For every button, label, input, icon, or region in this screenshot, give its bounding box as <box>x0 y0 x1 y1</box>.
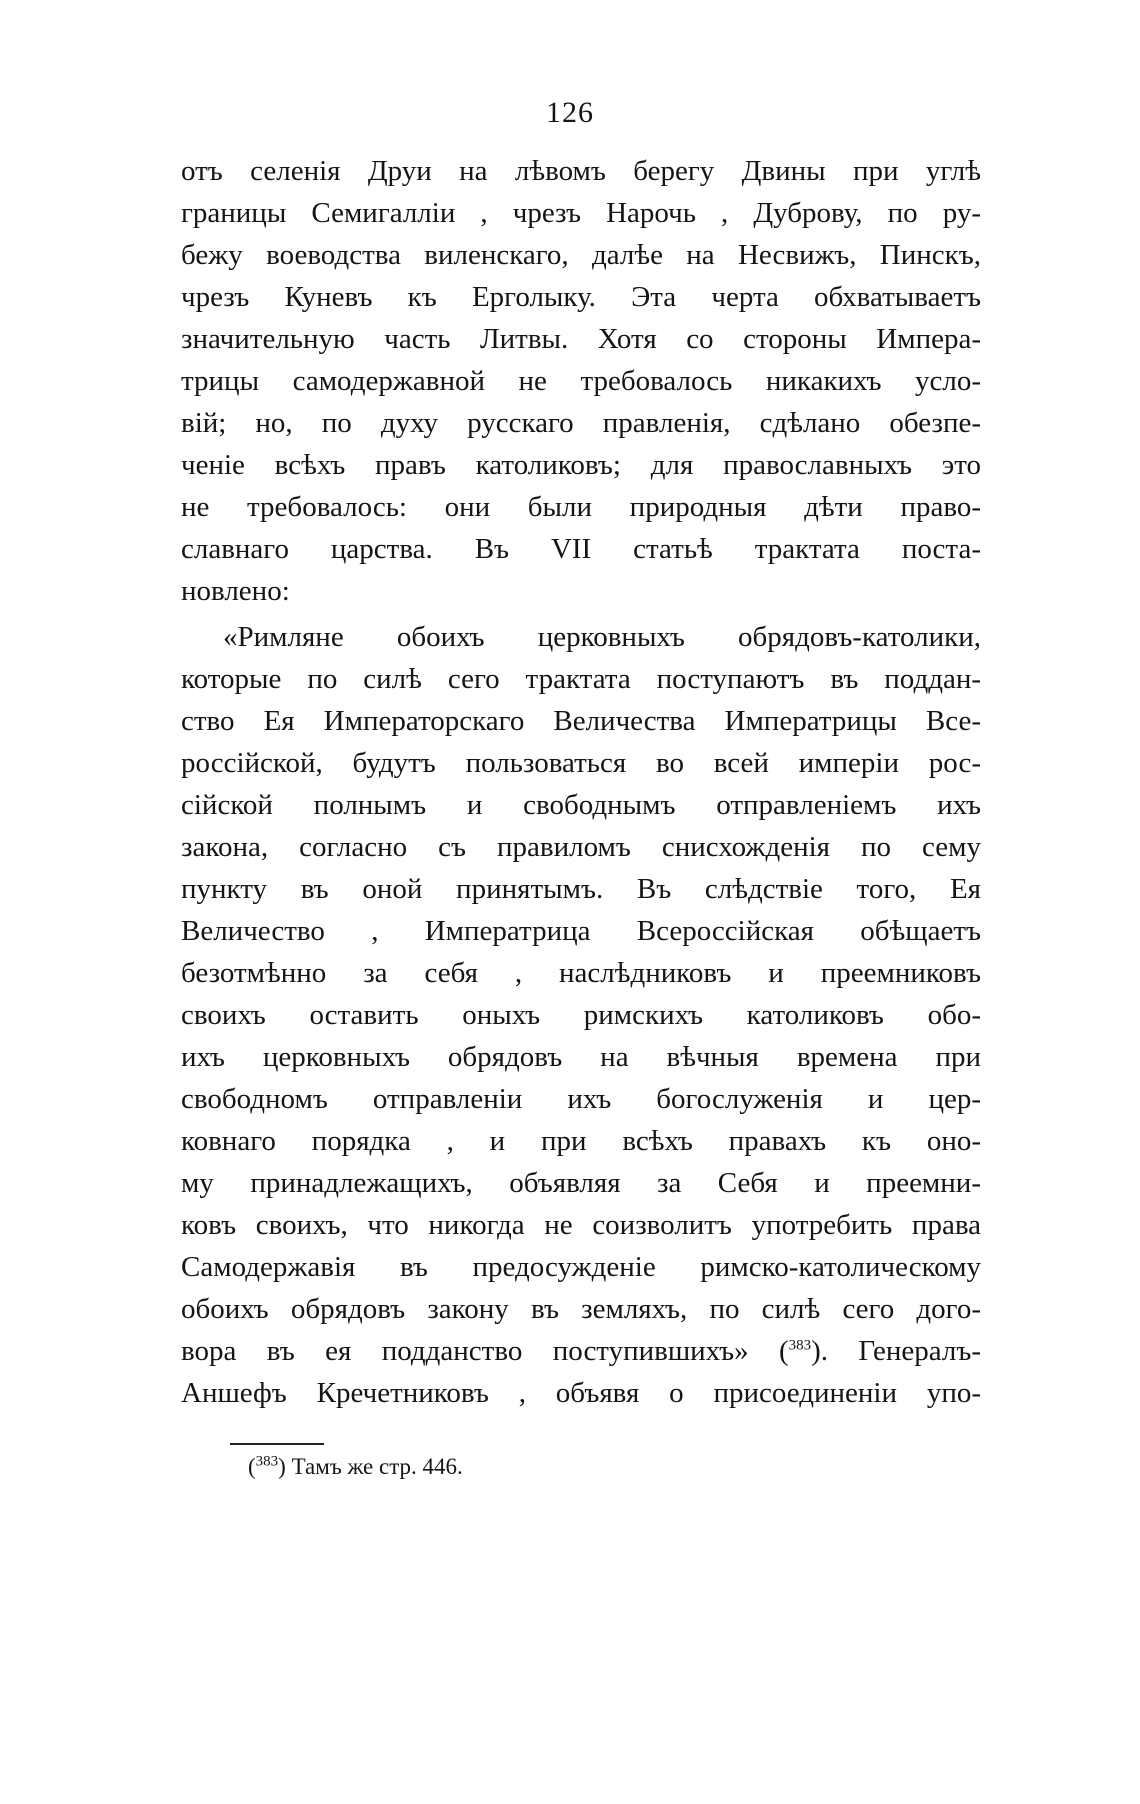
footnote <box>248 1452 463 1482</box>
text-line: вій; но, по духу русскаго правленія, сдѣлано обезпе- <box>181 407 981 439</box>
text-line: ство Ея Императорскаго Величества Императрицы Все- <box>181 705 981 737</box>
text-line: Самодержавія въ предосужденіе римско-католическому <box>181 1251 981 1283</box>
text-line: му принадлежащихъ, объявляя за Себя и преемни- <box>181 1167 981 1199</box>
page-number: 126 <box>546 96 594 129</box>
line-tail: ). Генералъ- <box>811 1335 982 1367</box>
text-line: не требовалось: они были природныя дѣти право- <box>181 491 981 523</box>
text-line: ковъ своихъ, что никогда не соизволитъ употребить права <box>181 1209 981 1241</box>
text-line: трицы самодержавной не требовалось никакихъ усло- <box>181 365 981 397</box>
text-line: пункту въ оной принятымъ. Въ слѣдствіе того, Ея <box>181 873 981 905</box>
text-line: Аншефъ Кречетниковъ , объявя о присоединеніи упо- <box>181 1377 981 1409</box>
text-line: славнаго царства. Въ VII статьѣ трактата поста- <box>181 533 981 565</box>
text-line: чрезъ Куневъ къ Ерголыку. Эта черта обхватываетъ <box>181 281 981 313</box>
text-line: обоихъ обрядовъ закону въ земляхъ, по силѣ сего дого- <box>181 1293 981 1325</box>
footnote-divider <box>230 1443 324 1445</box>
text-line: ковнаго порядка , и при всѣхъ правахъ къ оно- <box>181 1125 981 1157</box>
text-line: границы Семигалліи , чрезъ Нарочь , Дуброву, по ру- <box>181 197 981 229</box>
text-line: своихъ оставить оныхъ римскихъ католиковъ обо- <box>181 999 981 1031</box>
footnote-number: 383 <box>255 1453 279 1470</box>
text-line: отъ селенія Друи на лѣвомъ берегу Двины при углѣ <box>181 155 981 187</box>
text-line: закона, согласно съ правиломъ снисхожденія по сему <box>181 831 981 863</box>
text-line: Величество , Императрица Всероссійская обѣщаетъ <box>181 915 981 947</box>
paragraph-1 <box>181 150 981 612</box>
text-line: свободномъ отправленіи ихъ богослуженія и цер- <box>181 1083 981 1115</box>
footnote-open: ( <box>248 1454 256 1479</box>
text-line: ихъ церковныхъ обрядовъ на вѣчныя времена при <box>181 1041 981 1073</box>
text-line: россійской, будутъ пользоваться во всей имперіи рос- <box>181 747 981 779</box>
main-text <box>181 150 981 1414</box>
text-line-with-footnote-ref <box>181 1330 981 1372</box>
paragraph-2-quote <box>181 616 981 1414</box>
text-line: сійской полнымъ и свободнымъ отправленіемъ ихъ <box>181 789 981 821</box>
text-line: ченіе всѣхъ правъ католиковъ; для православныхъ это <box>181 449 981 481</box>
footnote-text: ) Тамъ же стр. 446. <box>278 1454 463 1479</box>
text-line: «Римляне обоихъ церковныхъ обрядовъ-католики, <box>223 621 981 653</box>
footnote-ref[interactable]: 383 <box>788 1337 812 1354</box>
text-line: новлено: <box>181 575 290 607</box>
quote-end: вора въ ея подданство поступившихъ» <box>181 1335 749 1367</box>
text-line: бежу воеводства виленскаго, далѣе на Несвижъ, Пинскъ, <box>181 239 981 271</box>
text-line: которые по силѣ сего трактата поступаютъ въ поддан- <box>181 663 981 695</box>
text-line: значительную часть Литвы. Хотя со стороны Импера- <box>181 323 981 355</box>
text-line: безотмѣнно за себя , наслѣдниковъ и преемниковъ <box>181 957 981 989</box>
footnote-ref-open: ( <box>778 1335 789 1367</box>
